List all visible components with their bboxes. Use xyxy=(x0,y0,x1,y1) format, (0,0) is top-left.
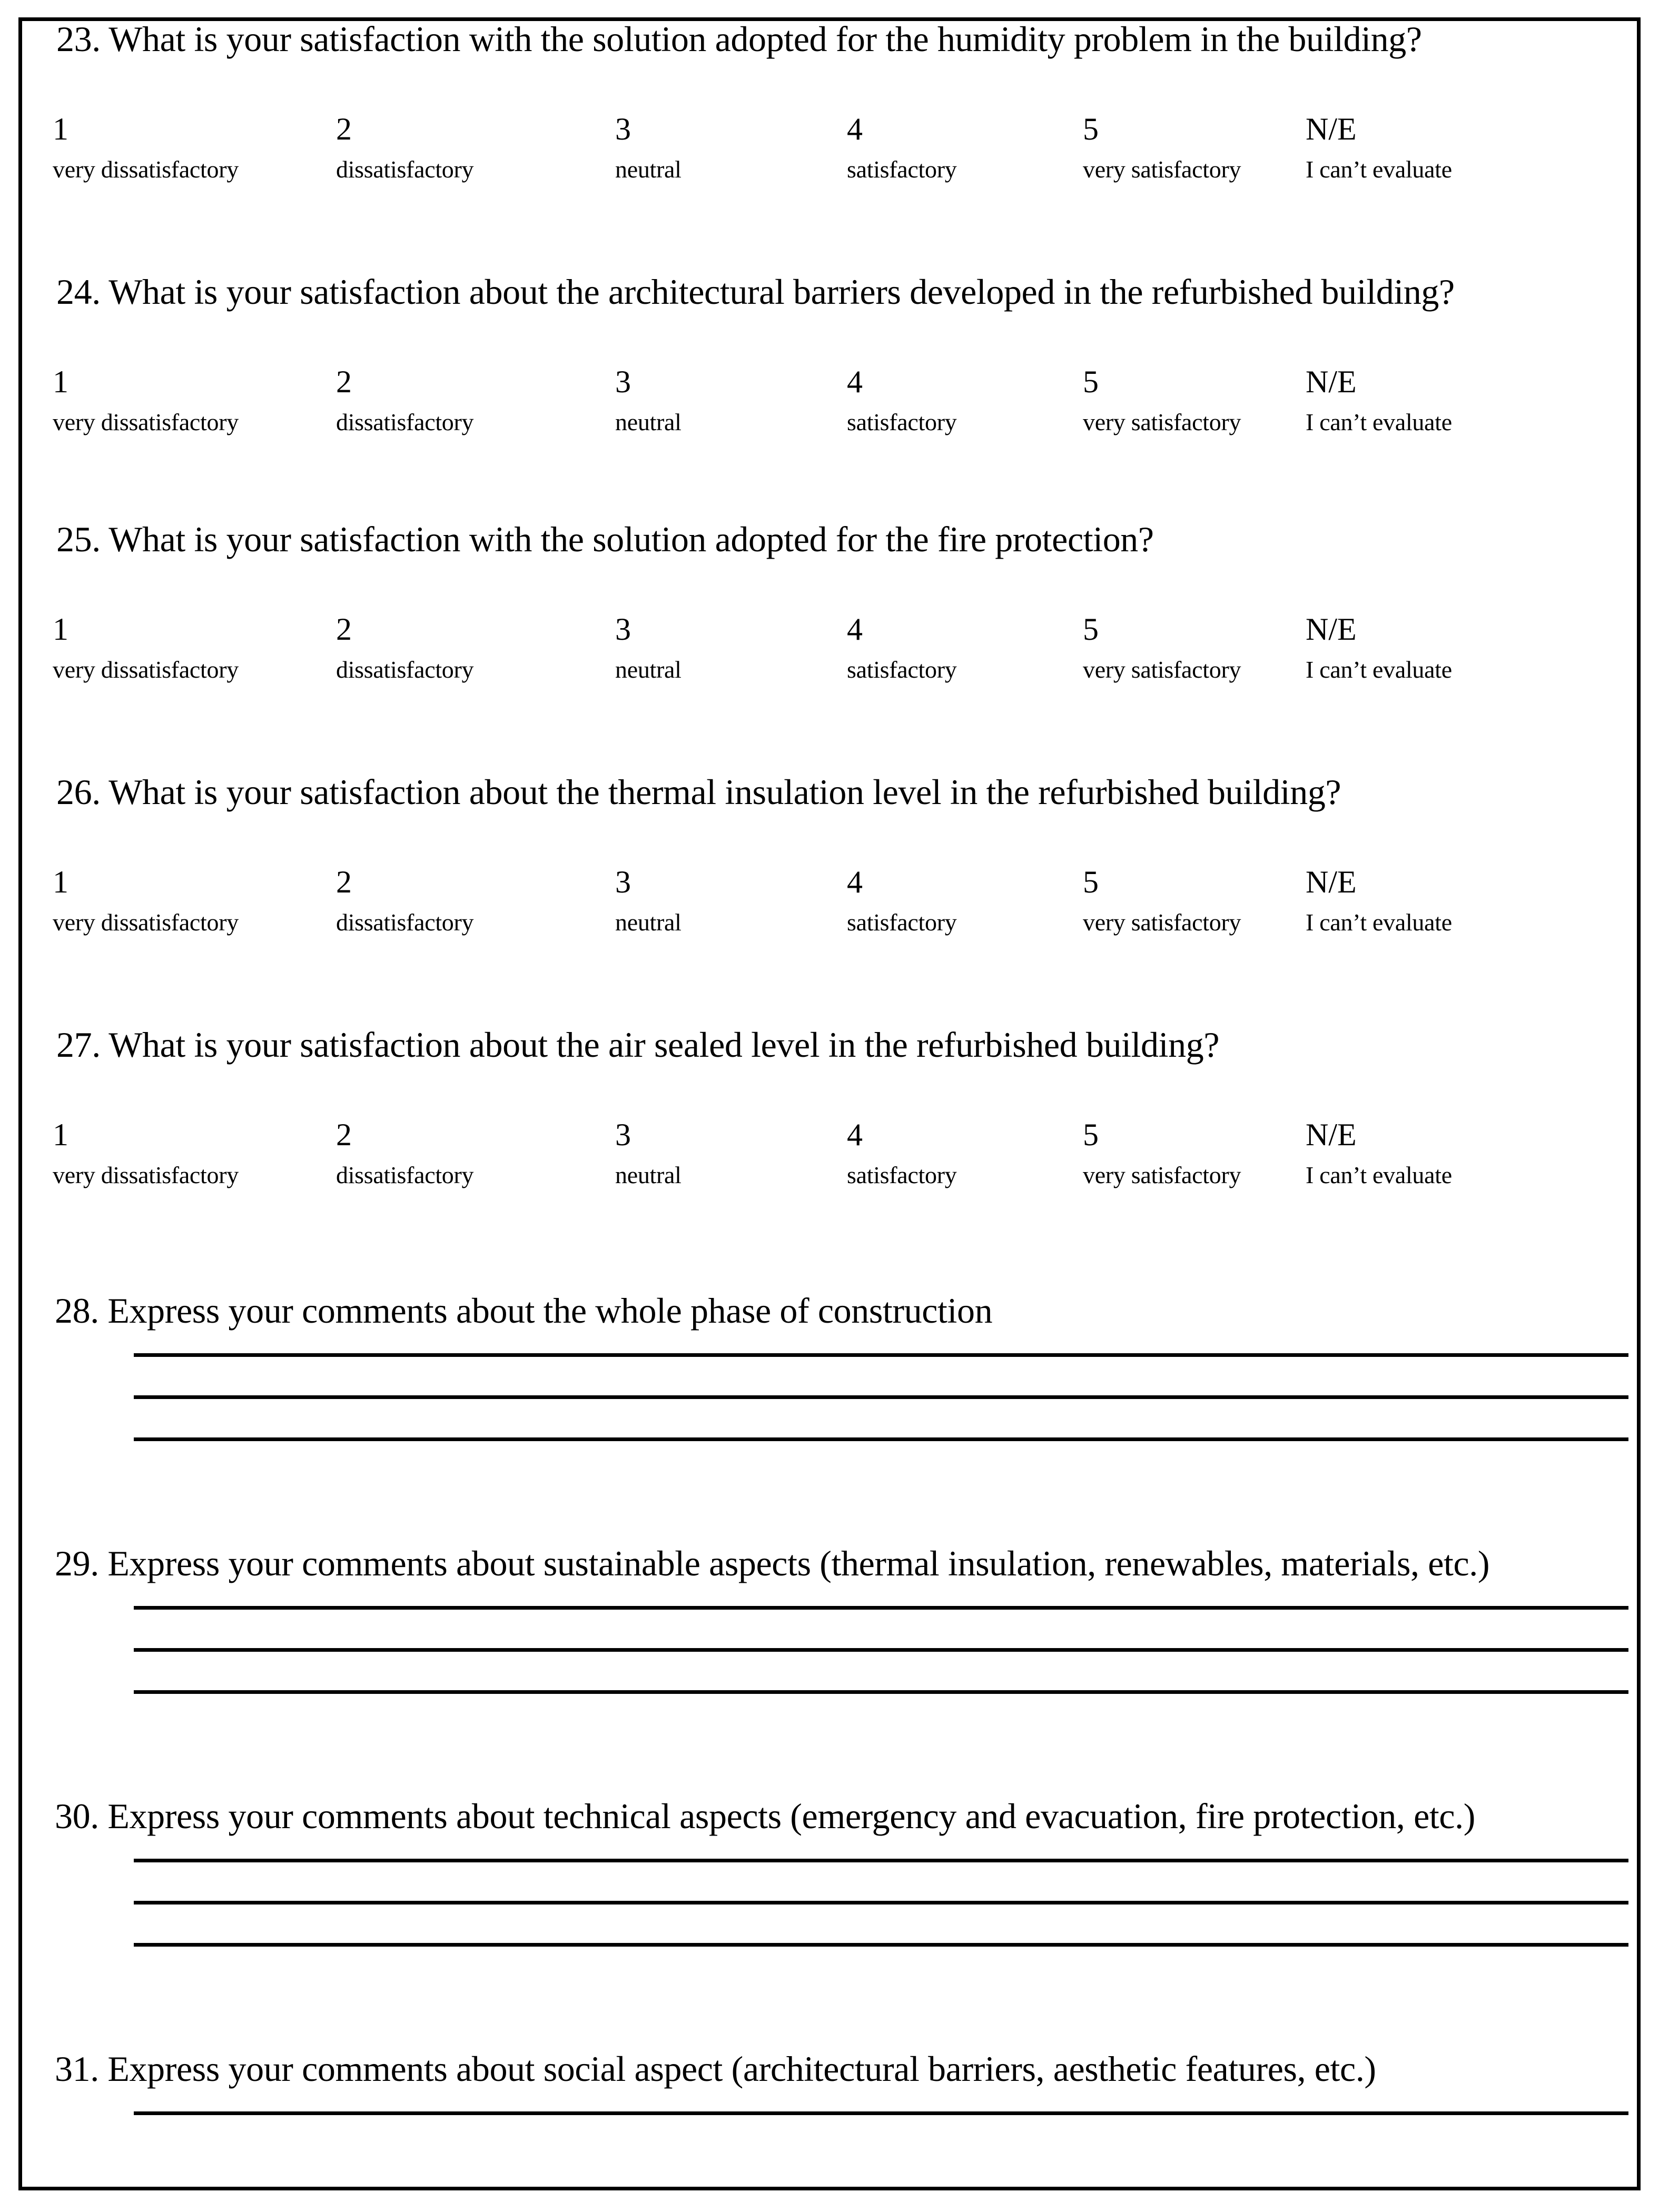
scale-option-NE[interactable] xyxy=(1306,366,1452,434)
scale-option-value: 2 xyxy=(336,364,352,399)
scale-option-value: N/E xyxy=(1306,1117,1357,1152)
rating-scale-row xyxy=(22,613,1637,692)
rating-scale-row xyxy=(22,366,1637,445)
scale-option-label: satisfactory xyxy=(847,156,957,183)
scale-option-NE[interactable] xyxy=(1306,866,1452,935)
scale-option-value: 5 xyxy=(1083,112,1099,146)
scale-option-3[interactable] xyxy=(615,613,682,682)
scale-option-value: 5 xyxy=(1083,364,1099,399)
scale-option-NE[interactable] xyxy=(1306,1119,1452,1187)
scale-option-4[interactable] xyxy=(847,866,956,935)
scale-option-1[interactable] xyxy=(53,613,239,682)
scale-option-1[interactable] xyxy=(53,366,239,434)
question-body: What is your satisfaction about the architectural barriers developed in the refurbished building? xyxy=(108,272,1455,312)
scale-option-5[interactable] xyxy=(1083,613,1241,682)
question-number: 25. xyxy=(56,519,101,559)
scale-option-value: 3 xyxy=(615,865,631,899)
scale-option-label: I can’t evaluate xyxy=(1306,909,1452,936)
answer-write-line[interactable] xyxy=(134,1943,1628,1947)
question-text xyxy=(55,1798,1475,1834)
comment-answer-area[interactable] xyxy=(134,1606,1628,1694)
scale-option-value: 1 xyxy=(53,612,68,647)
answer-write-line[interactable] xyxy=(134,1395,1628,1399)
scale-option-label: very dissatisfactory xyxy=(53,656,239,683)
question-text xyxy=(55,2051,1376,2087)
scale-option-value: 5 xyxy=(1083,1117,1099,1152)
scale-option-value: 4 xyxy=(847,112,863,146)
scale-option-5[interactable] xyxy=(1083,113,1241,182)
scale-option-value: 4 xyxy=(847,865,863,899)
question-body: What is your satisfaction with the solution adopted for the humidity problem in the building? xyxy=(108,19,1422,59)
question-number: 24. xyxy=(56,272,101,312)
scale-option-value: 1 xyxy=(53,112,68,146)
scale-option-value: 4 xyxy=(847,612,863,647)
scale-option-value: 2 xyxy=(336,1117,352,1152)
scale-option-label: neutral xyxy=(615,1162,682,1188)
question-text xyxy=(55,1545,1489,1581)
scale-option-label: very satisfactory xyxy=(1083,909,1241,936)
scale-option-label: neutral xyxy=(615,909,682,936)
scale-option-2[interactable] xyxy=(336,113,473,182)
question-number: 28. xyxy=(55,1291,99,1331)
answer-write-line[interactable] xyxy=(134,1606,1628,1610)
scale-option-label: satisfactory xyxy=(847,656,957,683)
scale-option-label: very satisfactory xyxy=(1083,156,1241,183)
rating-scale-row xyxy=(22,1119,1637,1198)
scale-option-2[interactable] xyxy=(336,613,473,682)
scale-option-3[interactable] xyxy=(615,113,682,182)
comment-answer-area[interactable] xyxy=(134,1859,1628,1947)
scale-option-value: 3 xyxy=(615,1117,631,1152)
scale-option-label: neutral xyxy=(615,409,682,435)
scale-option-value: 3 xyxy=(615,612,631,647)
question-body: Express your comments about sustainable aspects (thermal insulation, renewables, materials, etc.) xyxy=(107,1543,1490,1583)
scale-option-value: 2 xyxy=(336,865,352,899)
question-body: What is your satisfaction about the air sealed level in the refurbished building? xyxy=(108,1025,1220,1065)
question-text xyxy=(56,21,1422,57)
scale-option-value: 3 xyxy=(615,112,631,146)
rating-scale-row xyxy=(22,113,1637,192)
scale-option-label: neutral xyxy=(615,156,682,183)
questionnaire-page-border xyxy=(18,17,1641,2190)
scale-option-4[interactable] xyxy=(847,113,956,182)
scale-option-2[interactable] xyxy=(336,1119,473,1187)
scale-option-1[interactable] xyxy=(53,113,239,182)
scale-option-4[interactable] xyxy=(847,366,956,434)
question-text xyxy=(55,1291,993,1331)
question-text xyxy=(56,521,1154,557)
scale-option-label: dissatisfactory xyxy=(336,656,474,683)
scale-option-label: very dissatisfactory xyxy=(53,156,239,183)
question-body: Express your comments about social aspect (architectural barriers, aesthetic features, etc.) xyxy=(107,2049,1376,2089)
scale-option-1[interactable] xyxy=(53,866,239,935)
question-number: 27. xyxy=(56,1025,101,1065)
scale-option-label: dissatisfactory xyxy=(336,156,474,183)
scale-option-3[interactable] xyxy=(615,866,682,935)
comment-answer-area[interactable] xyxy=(134,1353,1628,1441)
scale-option-2[interactable] xyxy=(336,366,473,434)
question-body: Express your comments about technical aspects (emergency and evacuation, fire protection, etc.) xyxy=(107,1796,1476,1836)
scale-option-5[interactable] xyxy=(1083,366,1241,434)
scale-option-value: N/E xyxy=(1306,612,1357,647)
question-body: What is your satisfaction with the solution adopted for the fire protection? xyxy=(108,519,1154,559)
scale-option-label: I can’t evaluate xyxy=(1306,156,1452,183)
rating-scale-row xyxy=(22,866,1637,945)
scale-option-label: very dissatisfactory xyxy=(53,409,239,435)
scale-option-value: 2 xyxy=(336,112,352,146)
scale-option-value: 1 xyxy=(53,1117,68,1152)
question-body: Express your comments about the whole phase of construction xyxy=(107,1291,993,1331)
scale-option-NE[interactable] xyxy=(1306,113,1452,182)
answer-write-line[interactable] xyxy=(134,2111,1628,2115)
scale-option-4[interactable] xyxy=(847,1119,956,1187)
scale-option-value: 5 xyxy=(1083,612,1099,647)
scale-option-label: I can’t evaluate xyxy=(1306,656,1452,683)
scale-option-NE[interactable] xyxy=(1306,613,1452,682)
answer-write-line[interactable] xyxy=(134,1901,1628,1904)
scale-option-label: very satisfactory xyxy=(1083,656,1241,683)
question-body: What is your satisfaction about the thermal insulation level in the refurbished building? xyxy=(108,772,1341,812)
answer-write-line[interactable] xyxy=(134,1648,1628,1652)
scale-option-label: neutral xyxy=(615,656,682,683)
answer-write-line[interactable] xyxy=(134,1690,1628,1694)
question-number: 23. xyxy=(56,19,101,59)
question-number: 31. xyxy=(55,2049,99,2089)
scale-option-label: dissatisfactory xyxy=(336,1162,474,1188)
scale-option-value: 3 xyxy=(615,364,631,399)
scale-option-3[interactable] xyxy=(615,1119,682,1187)
scale-option-2[interactable] xyxy=(336,866,473,935)
scale-option-5[interactable] xyxy=(1083,866,1241,935)
scale-option-3[interactable] xyxy=(615,366,682,434)
scale-option-label: satisfactory xyxy=(847,409,957,435)
scale-option-5[interactable] xyxy=(1083,1119,1241,1187)
scale-option-label: dissatisfactory xyxy=(336,409,474,435)
question-text xyxy=(56,1027,1219,1063)
answer-write-line[interactable] xyxy=(134,1353,1628,1357)
scale-option-label: very satisfactory xyxy=(1083,1162,1241,1188)
scale-option-label: I can’t evaluate xyxy=(1306,1162,1452,1188)
scale-option-value: 4 xyxy=(847,364,863,399)
scale-option-label: I can’t evaluate xyxy=(1306,409,1452,435)
question-number: 26. xyxy=(56,772,101,812)
scale-option-value: N/E xyxy=(1306,112,1357,146)
questionnaire-content xyxy=(22,21,1637,2187)
scale-option-label: very dissatisfactory xyxy=(53,1162,239,1188)
scale-option-value: 1 xyxy=(53,865,68,899)
question-text xyxy=(56,774,1341,810)
scale-option-value: N/E xyxy=(1306,364,1357,399)
scale-option-1[interactable] xyxy=(53,1119,239,1187)
comment-answer-area[interactable] xyxy=(134,2111,1628,2115)
scale-option-value: N/E xyxy=(1306,865,1357,899)
question-text xyxy=(56,274,1455,310)
scale-option-value: 4 xyxy=(847,1117,863,1152)
scale-option-label: very satisfactory xyxy=(1083,409,1241,435)
question-number: 29. xyxy=(55,1543,99,1583)
scale-option-label: very dissatisfactory xyxy=(53,909,239,936)
scale-option-value: 5 xyxy=(1083,865,1099,899)
answer-write-line[interactable] xyxy=(134,1437,1628,1441)
scale-option-label: dissatisfactory xyxy=(336,909,474,936)
scale-option-label: satisfactory xyxy=(847,909,957,936)
scale-option-value: 1 xyxy=(53,364,68,399)
question-number: 30. xyxy=(55,1796,99,1836)
scale-option-value: 2 xyxy=(336,612,352,647)
scale-option-4[interactable] xyxy=(847,613,956,682)
scale-option-label: satisfactory xyxy=(847,1162,957,1188)
answer-write-line[interactable] xyxy=(134,1859,1628,1862)
